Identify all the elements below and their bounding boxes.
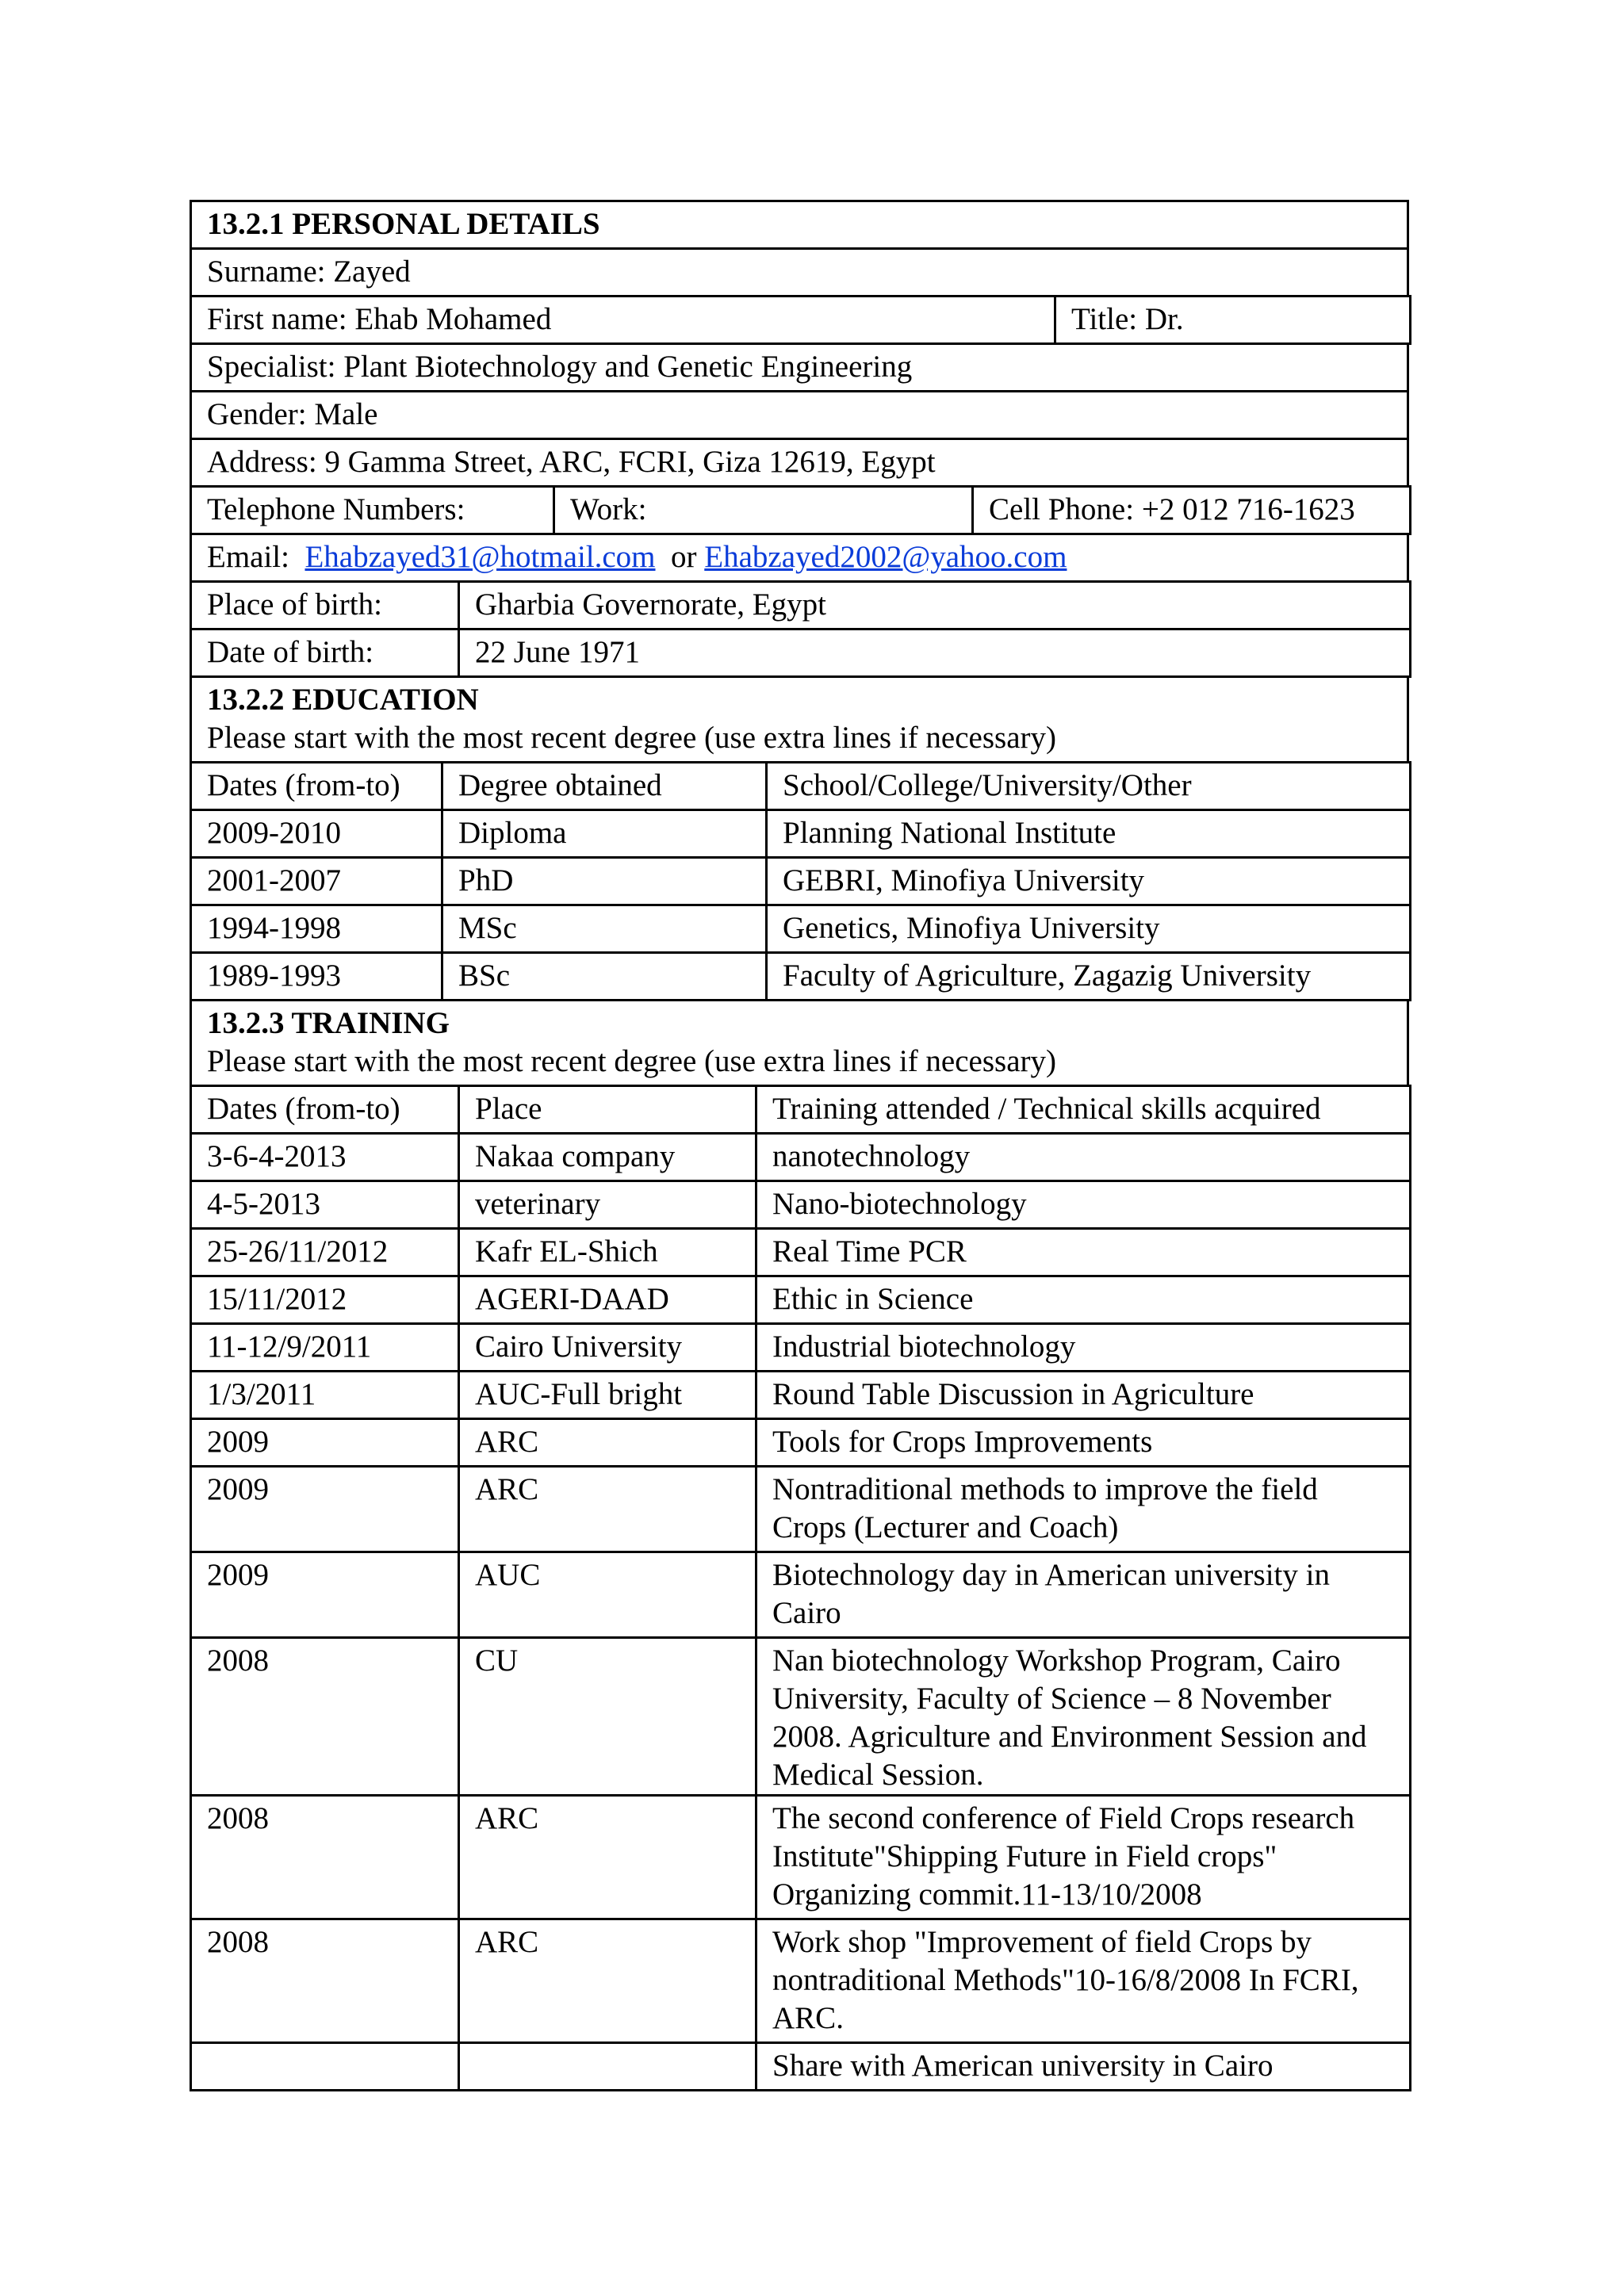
education-col-dates: Dates (from-to): [191, 763, 442, 810]
name-title-table: [190, 295, 1411, 345]
table-row: [191, 1134, 1411, 1181]
table-row: [191, 1467, 1411, 1552]
training-dates: 11-12/9/2011: [191, 1324, 459, 1372]
education-header-row: [191, 763, 1411, 810]
training-table: [190, 1085, 1411, 2091]
training-skill: nanotechnology: [756, 1134, 1411, 1181]
table-row: [191, 1229, 1411, 1276]
training-skill: Nano-biotechnology: [756, 1181, 1411, 1229]
table-row: [191, 1919, 1411, 2043]
email-link-yahoo[interactable]: Ehabzayed2002@yahoo.com: [704, 540, 1067, 574]
birth-date-label: Date of birth:: [191, 629, 459, 677]
training-skill: Biotechnology day in American university in Cairo: [756, 1552, 1411, 1638]
training-heading-cell: [191, 1001, 1408, 1086]
table-row: [191, 1638, 1411, 1796]
training-skill: The second conference of Field Crops research Institute"Shipping Future in Field crops" Organizing commit.11-13/10/2008: [756, 1796, 1411, 1919]
table-row: [191, 1552, 1411, 1638]
table-row: [191, 1419, 1411, 1467]
training-col-place: Place: [459, 1086, 756, 1134]
table-row: [191, 858, 1411, 905]
birth-table: [190, 580, 1411, 678]
title: Title: Dr.: [1055, 297, 1411, 344]
edu-school: Planning National Institute: [767, 810, 1411, 858]
training-place: Nakaa company: [459, 1134, 756, 1181]
gender: Gender: Male: [191, 392, 1408, 439]
cell-phone: Cell Phone: +2 012 716-1623: [973, 487, 1411, 534]
training-note: Please start with the most recent degree (use extra lines if necessary): [207, 1044, 1056, 1078]
training-place: AUC: [459, 1552, 756, 1638]
training-skill: Work shop "Improvement of field Crops by nontraditional Methods"10-16/8/2008 In FCRI, ARC.: [756, 1919, 1411, 2043]
email-link-hotmail[interactable]: Ehabzayed31@hotmail.com: [304, 540, 656, 574]
edu-dates: 1989-1993: [191, 953, 442, 1001]
training-skill: Round Table Discussion in Agriculture: [756, 1372, 1411, 1419]
training-col-dates: Dates (from-to): [191, 1086, 459, 1134]
training-place: ARC: [459, 1419, 756, 1467]
training-heading-table: [190, 999, 1409, 1087]
training-dates: 2009: [191, 1467, 459, 1552]
training-dates: 4-5-2013: [191, 1181, 459, 1229]
email-or: or: [671, 540, 697, 574]
training-dates: 2008: [191, 1919, 459, 2043]
training-skill: Share with American university in Cairo: [756, 2043, 1411, 2091]
edu-dates: 2001-2007: [191, 858, 442, 905]
training-dates: 1/3/2011: [191, 1372, 459, 1419]
training-dates: 2008: [191, 1638, 459, 1796]
telephone-label: Telephone Numbers:: [191, 487, 554, 534]
training-header-row: [191, 1086, 1411, 1134]
training-place: ARC: [459, 1796, 756, 1919]
training-dates: 2009: [191, 1419, 459, 1467]
edu-degree: MSc: [442, 905, 767, 953]
training-skill: Industrial biotechnology: [756, 1324, 1411, 1372]
training-place: AGERI-DAAD: [459, 1276, 756, 1324]
training-heading: 13.2.3 TRAINING: [207, 1006, 450, 1040]
education-col-degree: Degree obtained: [442, 763, 767, 810]
email-label: Email:: [207, 540, 289, 574]
birth-place: Gharbia Governorate, Egypt: [459, 582, 1411, 629]
training-place: Cairo University: [459, 1324, 756, 1372]
edu-school: Faculty of Agriculture, Zagazig University: [767, 953, 1411, 1001]
training-place: ARC: [459, 1919, 756, 2043]
training-skill: Real Time PCR: [756, 1229, 1411, 1276]
table-row: [191, 810, 1411, 858]
education-heading: 13.2.2 EDUCATION: [207, 683, 479, 717]
first-name: First name: Ehab Mohamed: [191, 297, 1055, 344]
edu-school: Genetics, Minofiya University: [767, 905, 1411, 953]
edu-degree: PhD: [442, 858, 767, 905]
table-row: [191, 1796, 1411, 1919]
email-row: [191, 534, 1408, 582]
training-place: ARC: [459, 1467, 756, 1552]
education-note: Please start with the most recent degree (use extra lines if necessary): [207, 721, 1056, 755]
surname: Surname: Zayed: [191, 249, 1408, 297]
work-phone: Work:: [554, 487, 973, 534]
personal-info-table: [190, 342, 1409, 488]
telephone-table: [190, 485, 1411, 535]
education-heading-cell: [191, 677, 1408, 763]
training-dates: 25-26/11/2012: [191, 1229, 459, 1276]
training-place: [459, 2043, 756, 2091]
specialist: Specialist: Plant Biotechnology and Genetic Engineering: [191, 344, 1408, 392]
training-place: veterinary: [459, 1181, 756, 1229]
table-row: [191, 1372, 1411, 1419]
table-row: [191, 905, 1411, 953]
edu-school: GEBRI, Minofiya University: [767, 858, 1411, 905]
training-place: Kafr EL-Shich: [459, 1229, 756, 1276]
training-dates: [191, 2043, 459, 2091]
education-heading-table: [190, 675, 1409, 763]
training-skill: Nontraditional methods to improve the field Crops (Lecturer and Coach): [756, 1467, 1411, 1552]
cv-document: [190, 200, 1409, 2091]
education-col-school: School/College/University/Other: [767, 763, 1411, 810]
table-row: [191, 1324, 1411, 1372]
table-row: [191, 2043, 1411, 2091]
training-skill: Ethic in Science: [756, 1276, 1411, 1324]
edu-dates: 1994-1998: [191, 905, 442, 953]
table-row: [191, 1276, 1411, 1324]
edu-degree: Diploma: [442, 810, 767, 858]
edu-degree: BSc: [442, 953, 767, 1001]
training-dates: 3-6-4-2013: [191, 1134, 459, 1181]
personal-heading: 13.2.1 PERSONAL DETAILS: [191, 201, 1408, 249]
training-dates: 2009: [191, 1552, 459, 1638]
edu-dates: 2009-2010: [191, 810, 442, 858]
training-place: AUC-Full bright: [459, 1372, 756, 1419]
training-skill: Tools for Crops Improvements: [756, 1419, 1411, 1467]
address: Address: 9 Gamma Street, ARC, FCRI, Giza 12619, Egypt: [191, 439, 1408, 487]
training-place: CU: [459, 1638, 756, 1796]
table-row: [191, 1181, 1411, 1229]
training-skill: Nan biotechnology Workshop Program, Cairo University, Faculty of Science – 8 November 2008. Agriculture and Environment Session and Medical Session.: [756, 1638, 1411, 1796]
training-col-skills: Training attended / Technical skills acquired: [756, 1086, 1411, 1134]
education-table: [190, 761, 1411, 1001]
personal-details-table: [190, 200, 1409, 297]
training-dates: 2008: [191, 1796, 459, 1919]
training-dates: 15/11/2012: [191, 1276, 459, 1324]
birth-place-label: Place of birth:: [191, 582, 459, 629]
birth-date: 22 June 1971: [459, 629, 1411, 677]
email-table: [190, 533, 1409, 583]
table-row: [191, 953, 1411, 1001]
